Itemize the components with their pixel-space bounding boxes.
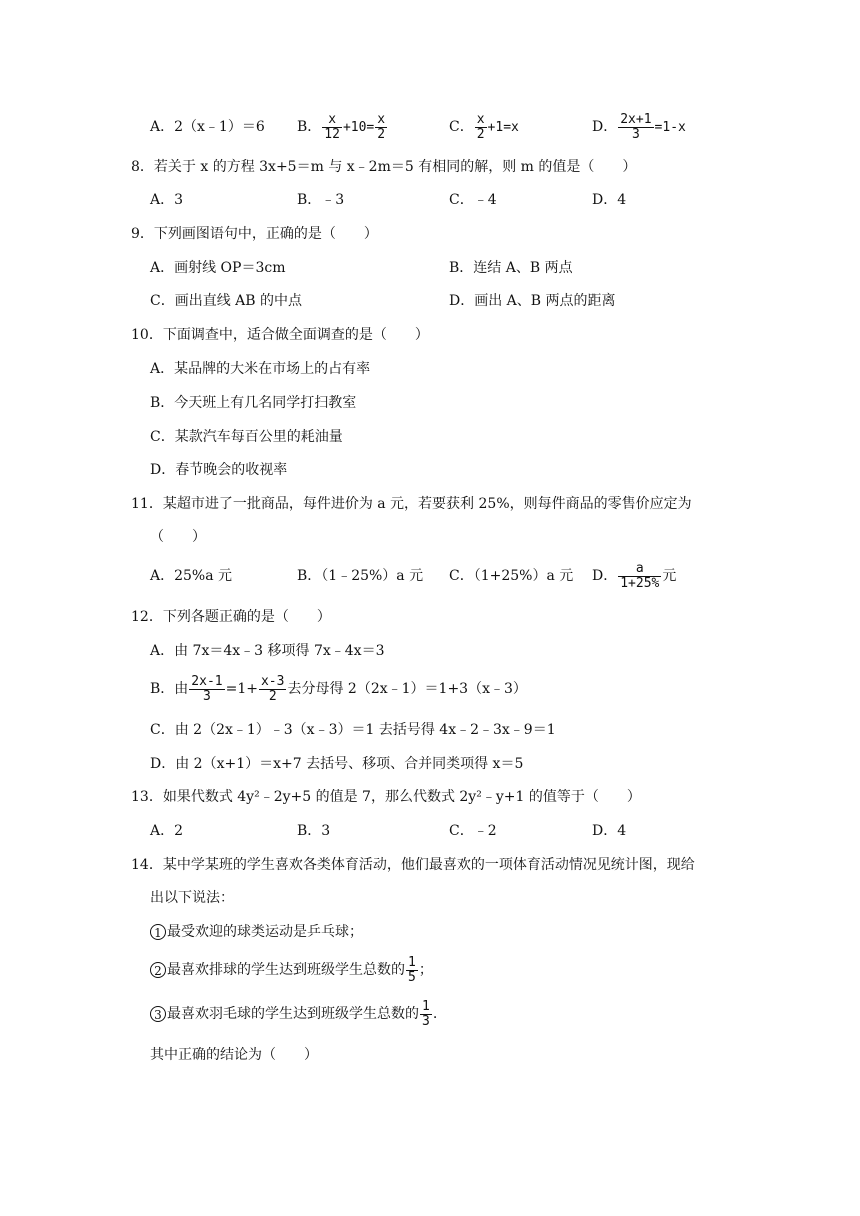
- circled-number: 3: [150, 1006, 166, 1022]
- fraction: $\frac{x-3}{2}$: [260, 673, 285, 704]
- q12-stem: 12．下列各题正确的是（ ）: [131, 609, 331, 625]
- q11-option-b: B．（1﹣25%）a 元: [297, 568, 424, 584]
- q12-option-c: C．由 2（2x﹣1）﹣3（x﹣3）＝1 去括号得 4x﹣2﹣3x﹣9＝1: [150, 722, 556, 738]
- fraction: $\frac{a}{1+25\%}$: [620, 560, 660, 591]
- q11-option-d: D． $\frac{a}{1+25\%}$ 元: [592, 560, 677, 591]
- fraction: $\frac{x}{2}$: [377, 111, 386, 142]
- q12-option-b: B．由 $\frac{2x-1}{3}$ =1+ $\frac{x-3}{2}$ 去分母得 2（2x﹣1）＝1+3（x﹣3）: [150, 673, 527, 704]
- q13-option-c: C．﹣2: [449, 823, 497, 839]
- q9-option-c: C．画出直线 AB 的中点: [150, 293, 303, 309]
- q9-option-d: D．画出 A、B 两点的距离: [449, 293, 616, 309]
- circled-number: 2: [150, 962, 166, 978]
- q14-conclusion: 其中正确的结论为（ ）: [150, 1047, 318, 1063]
- q11-stem: 11．某超市进了一批商品，每件进价为 a 元，若要获利 25%，则每件商品的零售价应定为: [131, 496, 692, 512]
- q10-option-c: C．某款汽车每百公里的耗油量: [150, 429, 343, 445]
- q14-stem: 14．某中学某班的学生喜欢各类体育活动，他们最喜欢的一项体育活动情况见统计图，现给: [131, 857, 695, 873]
- q7-option-b: B． $\frac{x}{12}$ +10= $\frac{x}{2}$: [297, 111, 386, 142]
- q9-option-a: A．画射线 OP＝3cm: [150, 260, 286, 276]
- q7-option-a: A．2（x﹣1）＝6: [150, 119, 265, 135]
- fraction: $\frac{2x-1}{3}$: [191, 673, 223, 704]
- fraction: $\frac{x}{2}$: [476, 111, 485, 142]
- fraction: $\frac{2x+1}{3}$: [620, 111, 652, 142]
- circled-number: 1: [150, 924, 166, 940]
- q8-option-b: B．﹣3: [297, 192, 345, 208]
- q10-stem: 10．下面调查中，适合做全面调查的是（ ）: [131, 327, 429, 343]
- q8-option-d: D．4: [592, 192, 627, 208]
- q10-option-a: A．某品牌的大米在市场上的占有率: [150, 361, 371, 377]
- q8-option-a: A．3: [150, 192, 184, 208]
- q14-statement-1: 1 最受欢迎的球类运动是乒乓球；: [150, 922, 363, 942]
- q10-option-b: B．今天班上有几名同学打扫教室: [150, 395, 357, 411]
- q7-option-d: D． $\frac{2x+1}{3}$ =1-x: [592, 111, 686, 142]
- q14-statement-3: 3 最喜欢羽毛球的学生达到班级学生总数的 $\frac{1}{3}$ .: [150, 996, 437, 1032]
- q8-stem: 8．若关于 x 的方程 3x+5＝m 与 x﹣2m＝5 有相同的解，则 m 的值是（ ）: [131, 159, 637, 175]
- q9-stem: 9．下列画图语句中，正确的是（ ）: [131, 226, 378, 242]
- q13-option-d: D．4: [592, 823, 627, 839]
- q7-option-c: C． $\frac{x}{2}$ +1=x: [449, 111, 519, 142]
- q12-option-a: A．由 7x＝4x﹣3 移项得 7x﹣4x＝3: [150, 643, 385, 659]
- q14-statement-2: 2 最喜欢排球的学生达到班级学生总数的 $\frac{1}{5}$ ；: [150, 952, 433, 988]
- q8-option-c: C．﹣4: [449, 192, 497, 208]
- fraction: $\frac{1}{5}$: [408, 954, 416, 985]
- q9-option-b: B．连结 A、B 两点: [449, 260, 573, 276]
- q11-option-c: C．（1+25%）a 元: [449, 568, 574, 584]
- q13-stem: 13．如果代数式 4y²﹣2y+5 的值是 7，那么代数式 2y²﹣y+1 的值等于（ ）: [131, 789, 641, 805]
- q12-option-d: D．由 2（x+1）＝x+7 去括号、移项、合并同类项得 x＝5: [150, 756, 524, 772]
- q11-stem-cont: （ ）: [150, 529, 206, 545]
- q10-option-d: D．春节晚会的收视率: [150, 462, 288, 478]
- q11-option-a: A．25%a 元: [150, 568, 233, 584]
- q13-option-b: B．3: [297, 823, 331, 839]
- fraction: $\frac{x}{12}$: [324, 111, 340, 142]
- q14-stem-cont: 出以下说法：: [150, 890, 234, 906]
- q13-option-a: A．2: [150, 823, 184, 839]
- fraction: $\frac{1}{3}$: [422, 998, 430, 1029]
